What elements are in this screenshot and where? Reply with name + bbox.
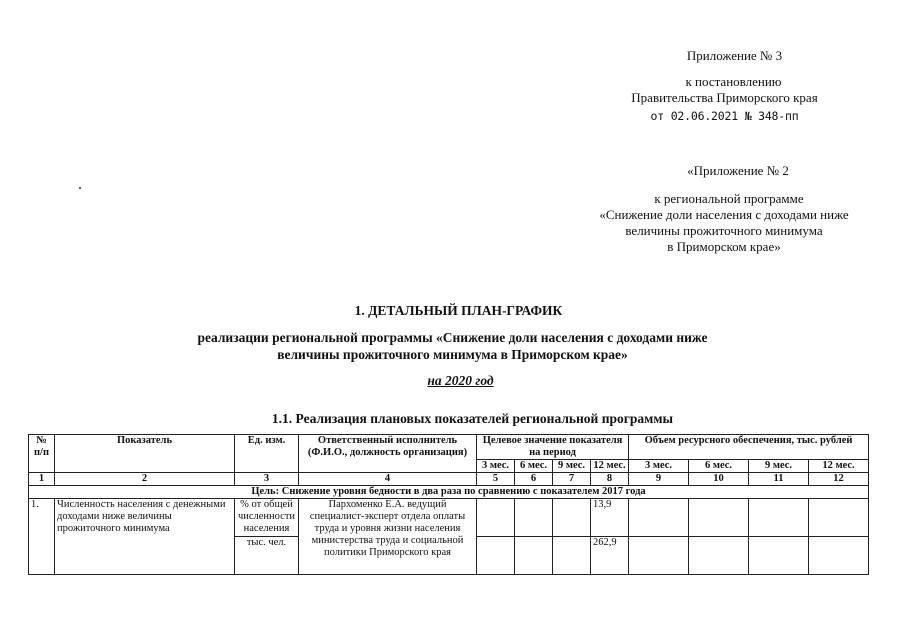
- row2-target-3m: [477, 537, 515, 575]
- row1-resource-9m: [749, 499, 809, 537]
- row1-target-12m: 13,9: [591, 499, 629, 537]
- row1-resource-12m: [809, 499, 869, 537]
- appendix3-line2: Правительства Приморского края: [631, 90, 818, 105]
- row2-resource-12m: [809, 537, 869, 575]
- row1-target-9m: [553, 499, 591, 537]
- period-6m-target: 6 мес.: [515, 460, 553, 473]
- period-12m-resource: 12 мес.: [809, 460, 869, 473]
- year-title: на 2020 год: [427, 373, 494, 388]
- appendix2-line1: к региональной программе: [654, 191, 804, 206]
- scan-speck: [79, 187, 81, 189]
- header-executor: Ответственный исполнитель (Ф.И.О., должность организация): [299, 435, 477, 473]
- plan-table: [28, 434, 869, 575]
- appendix3-line3: от 02.06.2021 № 348-пп: [650, 109, 799, 123]
- colnum-10: 10: [689, 473, 749, 486]
- header-resource: Объем ресурсного обеспечения, тыс. рублей: [629, 435, 869, 460]
- table-header-row: [29, 435, 869, 460]
- row-num: 1.: [29, 499, 55, 575]
- column-number-row: [29, 473, 869, 486]
- row2-resource-3m: [629, 537, 689, 575]
- row-executor: Пархоменко Е.А. ведущий специалист-эксперт отдела оплаты труда и уровня жизни населения министерства труда и социальной политики Приморского края: [299, 499, 477, 575]
- period-12m-target: 12 мес.: [591, 460, 629, 473]
- colnum-12: 12: [809, 473, 869, 486]
- appendix2-line3: величины прожиточного минимума: [625, 223, 823, 238]
- row2-target-6m: [515, 537, 553, 575]
- row2-resource-9m: [749, 537, 809, 575]
- row1-target-3m: [477, 499, 515, 537]
- header-num: № п/п: [29, 435, 55, 473]
- row1-resource-6m: [689, 499, 749, 537]
- main-title: 1. ДЕТАЛЬНЫЙ ПЛАН-ГРАФИК: [354, 303, 563, 318]
- colnum-9: 9: [629, 473, 689, 486]
- colnum-8: 8: [591, 473, 629, 486]
- row2-target-9m: [553, 537, 591, 575]
- goal-row: [29, 486, 869, 499]
- header-target: Целевое значение показателя на период: [477, 435, 629, 460]
- colnum-2: 2: [55, 473, 235, 486]
- appendix3-block: [612, 48, 837, 124]
- goal-text: Цель: Снижение уровня бедности в два раза по сравнению с показателем 2017 года: [29, 486, 869, 499]
- appendix3-line1: к постановлению: [685, 74, 782, 89]
- row-unit-thousand: тыс. чел.: [235, 537, 299, 575]
- appendix2-line2: «Снижение доли населения с доходами ниже: [599, 207, 849, 222]
- period-3m-resource: 3 мес.: [629, 460, 689, 473]
- row-indicator: Численность населения с денежными доходами ниже величины прожиточного минимума: [55, 499, 235, 575]
- colnum-6: 6: [515, 473, 553, 486]
- colnum-4: 4: [299, 473, 477, 486]
- table-row: [29, 499, 869, 537]
- header-indicator: Показатель: [55, 435, 235, 473]
- colnum-1: 1: [29, 473, 55, 486]
- subtitle-line2: величины прожиточного минимума в Приморском крае»: [277, 347, 628, 362]
- colnum-7: 7: [553, 473, 591, 486]
- row2-resource-6m: [689, 537, 749, 575]
- colnum-3: 3: [235, 473, 299, 486]
- appendix2-title: «Приложение № 2: [687, 163, 789, 178]
- colnum-5: 5: [477, 473, 515, 486]
- row1-target-6m: [515, 499, 553, 537]
- period-9m-resource: 9 мес.: [749, 460, 809, 473]
- row1-resource-3m: [629, 499, 689, 537]
- header-unit: Ед. изм.: [235, 435, 299, 473]
- row-unit-percent: % от общей численности населения: [235, 499, 299, 537]
- colnum-11: 11: [749, 473, 809, 486]
- section-title: 1.1. Реализация плановых показателей региональной программы: [271, 411, 674, 426]
- period-6m-resource: 6 мес.: [689, 460, 749, 473]
- subtitle-line1: реализации региональной программы «Снижение доли населения с доходами ниже: [197, 330, 708, 345]
- period-9m-target: 9 мес.: [553, 460, 591, 473]
- appendix2-block: [574, 163, 874, 255]
- appendix3-title: Приложение № 3: [686, 48, 783, 63]
- appendix2-line4: в Приморском крае»: [667, 239, 781, 254]
- row2-target-12m: 262,9: [591, 537, 629, 575]
- period-3m-target: 3 мес.: [477, 460, 515, 473]
